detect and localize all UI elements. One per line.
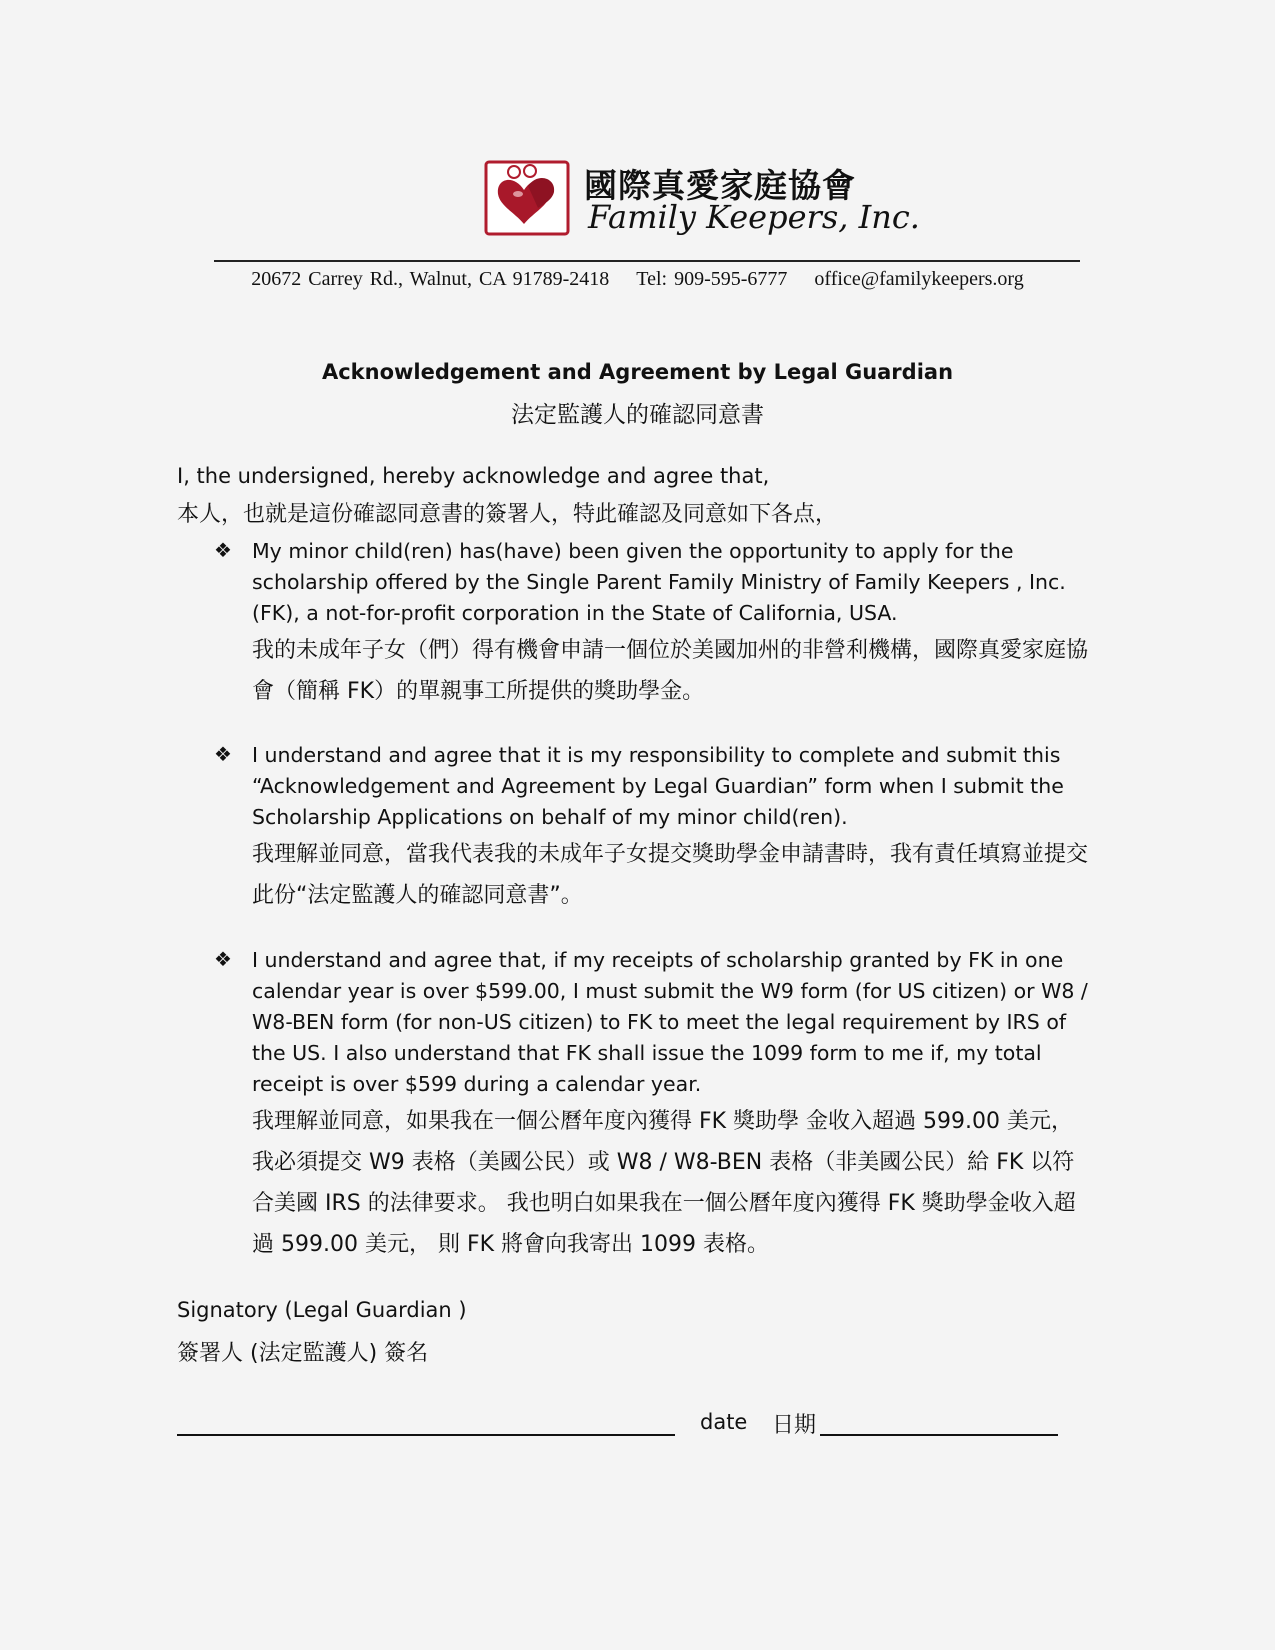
agreement-item-english: My minor child(ren) has(have) been given the opportunity to apply for the scholarship offered by the Single Parent Family Ministry of Family Keepers , Inc. (FK), a not-for-profit corporation in the State of California, USA.	[252, 539, 1066, 625]
diamond-bullet-icon: ❖	[214, 947, 232, 971]
signatory-label-english: Signatory (Legal Guardian )	[177, 1298, 467, 1322]
email-text: office@familykeepers.org	[814, 268, 1024, 290]
date-label-chinese: 日期	[772, 1413, 817, 1438]
diamond-bullet-icon: ❖	[214, 538, 232, 562]
agreement-item-1	[214, 536, 1114, 712]
agreement-item-chinese: 我理解並同意，當我代表我的未成年子女提交獎助學金申請書時，我有責任填寫並提交此份“法定監護人的確認同意書”。	[252, 842, 1089, 908]
document-title-english: Acknowledgement and Agreement by Legal Guardian	[321, 360, 954, 384]
address-text: 20672 Carrey Rd., Walnut, CA 91789-2418	[251, 268, 610, 290]
organization-name-english: Family Keepers, Inc.	[588, 198, 920, 236]
signature-line[interactable]	[177, 1434, 675, 1436]
agreement-item-english: I understand and agree that, if my receipts of scholarship granted by FK in one calendar year is over $599.00, I must submit the W9 form (for US citizen) or W8 / W8-BEN form (for non-US citizen) to FK to meet the legal requirement by IRS of the US. I also understand that FK shall issue the 1099 form to me if, my total receipt is over $599 during a calendar year.	[252, 948, 1088, 1096]
telephone-text: Tel: 909-595-6777	[636, 268, 788, 290]
organization-name-chinese: 國際真愛家庭協會	[584, 166, 856, 205]
date-line[interactable]	[820, 1434, 1058, 1436]
intro-chinese: 本人，也就是這份確認同意書的簽署人，特此確認及同意如下各点，	[177, 502, 838, 527]
agreement-item-chinese: 我理解並同意，如果我在一個公曆年度內獲得 FK 獎助學 金收入超過 599.00 美元，我必須提交 W9 表格（美國公民）或 W8 / W8-BEN 表格（非美國公民）給 FK 以符合美國 IRS 的法律要求。 我也明白如果我在一個公曆年度內獲得 FK 獎助學金收入超過 599.00 美元， 則 FK 將會向我寄出 1099 表格。	[252, 1109, 1076, 1257]
agreement-item-3	[214, 945, 1114, 1265]
signatory-label-chinese: 簽署人 (法定監護人) 簽名	[177, 1341, 429, 1366]
letterhead-divider	[214, 260, 1080, 262]
document-title-chinese: 法定監護人的確認同意書	[511, 402, 764, 428]
intro-english: I, the undersigned, hereby acknowledge and agree that,	[177, 464, 770, 488]
agreement-item-chinese: 我的未成年子女（們）得有機會申請一個位於美國加州的非營利機構，國際真愛家庭協會（簡稱 FK）的單親事工所提供的獎助學金。	[252, 638, 1089, 704]
diamond-bullet-icon: ❖	[214, 742, 232, 766]
agreement-item-english: I understand and agree that it is my responsibility to complete and submit this “Acknowledgement and Agreement by Legal Guardian” form when I submit the Scholarship Applications on behalf of my minor child(ren).	[252, 743, 1064, 829]
contact-line	[0, 268, 1275, 291]
date-label-english: date	[700, 1410, 748, 1434]
agreement-item-2	[214, 740, 1114, 916]
heart-hands-logo-icon	[484, 160, 570, 236]
